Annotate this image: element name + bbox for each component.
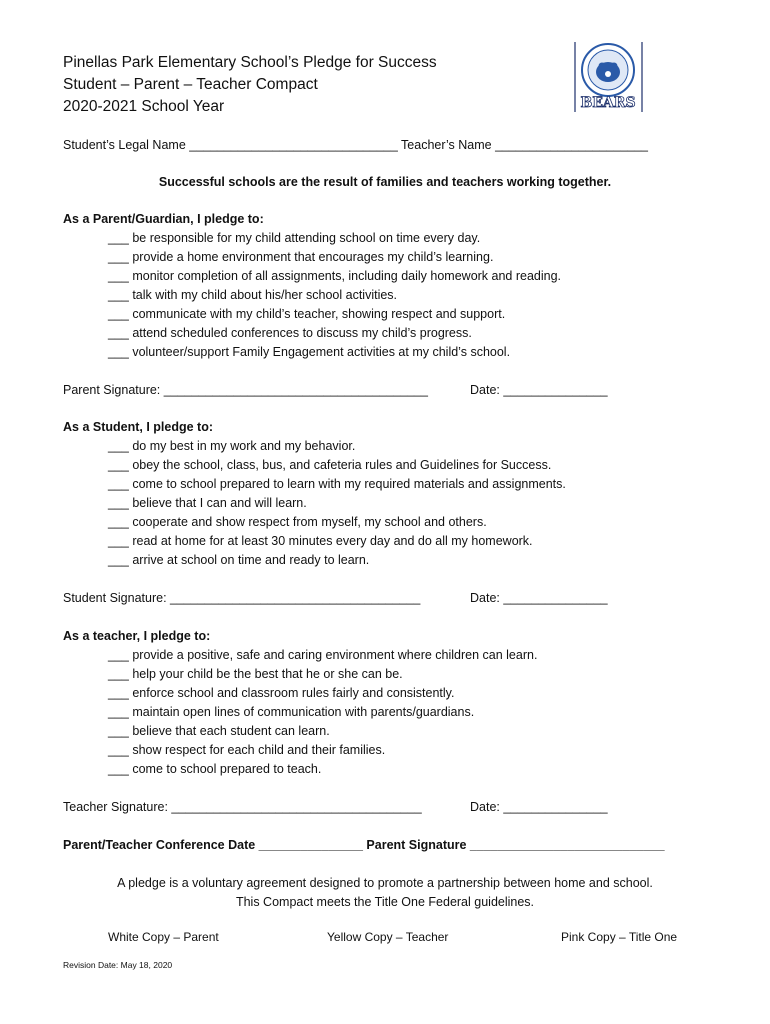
closing-statement: A pledge is a voluntary agreement designed to promote a partnership between home and school. [117,876,653,890]
school-year: 2020-2021 School Year [63,98,225,115]
teacher-pledge-item: ___ help your child be the best that he or she can be. [108,667,403,681]
student-pledge-item: ___ arrive at school on time and ready to learn. [108,553,370,567]
tagline: Successful schools are the result of families and teachers working together. [158,175,612,189]
revision-date: Revision Date: May 18, 2020 [63,960,173,970]
copy-distribution-pink: Pink Copy – Title One [561,930,678,944]
parent-pledge-item: ___ volunteer/support Family Engagement activities at my child’s school. [108,345,511,359]
parent-date-line: Date: _______________ [470,383,608,397]
teacher-date-line: Date: _______________ [470,800,608,814]
student-pledge-item: ___ cooperate and show respect from myself, my school and others. [108,515,487,529]
teacher-pledge-item: ___ show respect for each child and their families. [108,743,386,757]
student-signature-line: Student Signature: ____________________________________ [63,591,421,605]
names-line: Student’s Legal Name ______________________________ Teacher’s Name ______________________ [63,138,649,152]
teacher-pledge-item: ___ come to school prepared to teach. [108,762,322,776]
teacher-pledge-item: ___ provide a positive, safe and caring environment where children can learn. [108,648,538,662]
student-pledge-item: ___ come to school prepared to learn with my required materials and assignments. [108,477,566,491]
teacher-pledge-item: ___ enforce school and classroom rules fairly and consistently. [108,686,455,700]
parent-pledge-item: ___ be responsible for my child attending school on time every day. [108,231,481,245]
parent-pledge-item: ___ communicate with my child’s teacher, showing respect and support. [108,307,506,321]
copy-distribution-white: White Copy – Parent [108,930,219,944]
student-heading: As a Student, I pledge to: [63,420,214,434]
logo-text: BEARS [580,95,636,111]
title-one-note: This Compact meets the Title One Federal guidelines. [235,895,535,909]
parent-pledge-item: ___ monitor completion of all assignments, including daily homework and reading. [108,269,562,283]
student-date-line: Date: _______________ [470,591,608,605]
teacher-pledge-item: ___ believe that each student can learn. [108,724,330,738]
conference-line: Parent/Teacher Conference Date _______________ Parent Signature ____________________________ [63,838,665,852]
document-title: Pinellas Park Elementary School’s Pledge for Success [63,54,437,71]
teacher-pledge-item: ___ maintain open lines of communication with parents/guardians. [108,705,475,719]
student-pledge-item: ___ do my best in my work and my behavior. [108,439,356,453]
parent-pledge-item: ___ talk with my child about his/her school activities. [108,288,398,302]
parent-pledge-item: ___ provide a home environment that encourages my child’s learning. [108,250,494,264]
student-pledge-item: ___ read at home for at least 30 minutes every day and do all my homework. [108,534,533,548]
copy-distribution-yellow: Yellow Copy – Teacher [327,930,449,944]
document-subtitle: Student – Parent – Teacher Compact [63,76,318,93]
bears-logo [572,40,644,114]
parent-signature-line: Parent Signature: ______________________________________ [63,383,428,397]
teacher-heading: As a teacher, I pledge to: [63,629,211,643]
student-pledge-item: ___ believe that I can and will learn. [108,496,307,510]
teacher-signature-line: Teacher Signature: ____________________________________ [63,800,422,814]
parent-pledge-item: ___ attend scheduled conferences to discuss my child’s progress. [108,326,472,340]
student-pledge-item: ___ obey the school, class, bus, and cafeteria rules and Guidelines for Success. [108,458,552,472]
parent-heading: As a Parent/Guardian, I pledge to: [63,212,264,226]
